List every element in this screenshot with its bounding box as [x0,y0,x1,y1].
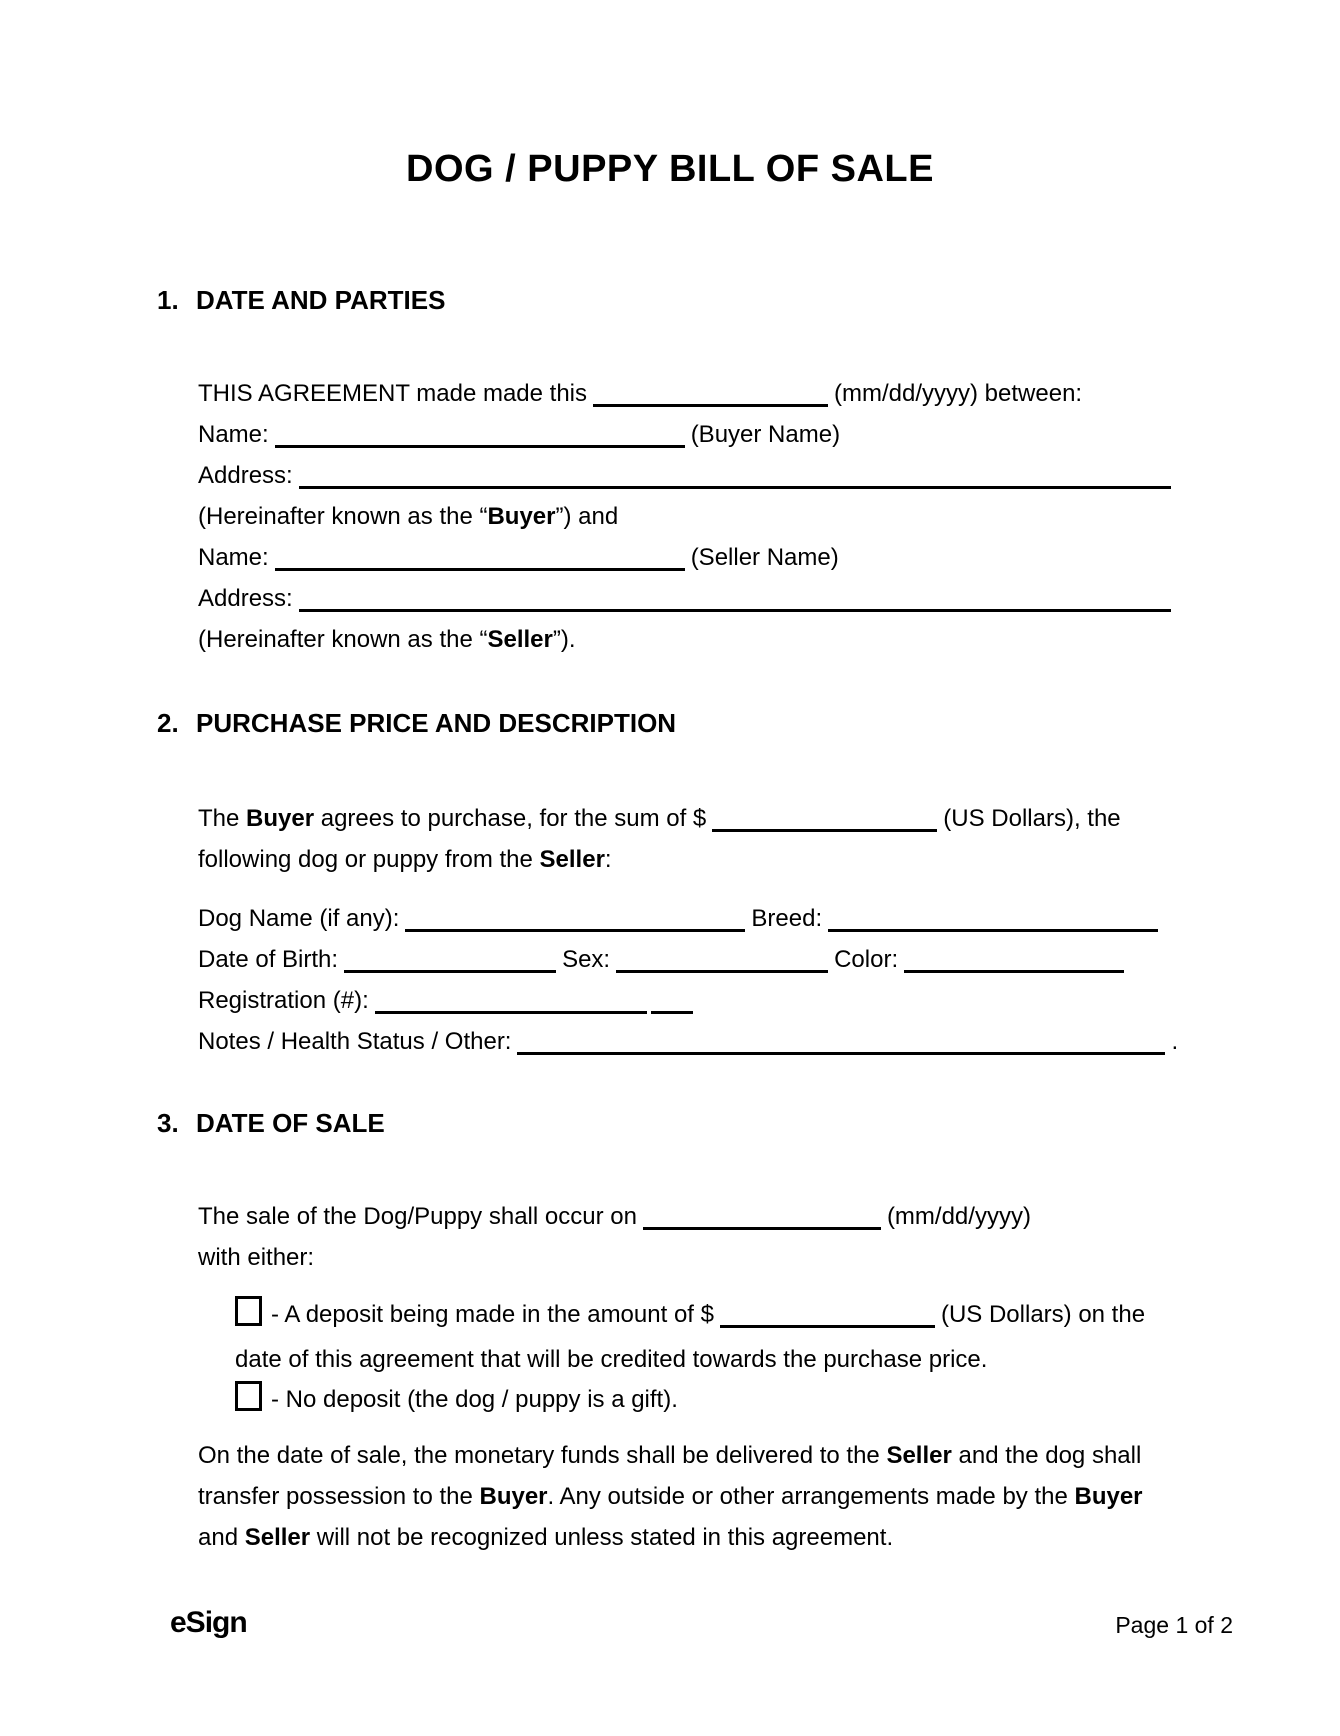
closing-text-3: transfer possession to the [198,1483,480,1510]
buyer-name-label: Name: [198,421,269,448]
purchase-line-1 [198,798,1121,839]
dob-label: Date of Birth: [198,946,339,973]
closing-text-4: . Any outside or other arrangements made by the [547,1483,1075,1510]
closing-seller-bold-1: Seller [886,1442,952,1469]
no-deposit-checkbox[interactable] [235,1381,262,1411]
seller-name-label: Name: [198,544,269,571]
dog-name-field[interactable] [405,907,745,932]
dog-name-label: Dog Name (if any): [198,905,400,932]
buyer-address-line [198,455,1177,496]
deposit-text-2: (US Dollars) on the [940,1301,1146,1328]
closing-text-2: and the dog shall [951,1442,1142,1469]
purchase-text-3: (US Dollars), the [943,805,1121,832]
hereinafter-buyer-line [198,496,1177,537]
deposit-continuation-text: date of this agreement that will be credited towards the purchase price. [235,1346,988,1373]
section-1-title: DATE AND PARTIES [196,285,446,315]
seller-term-bold: Seller [487,626,553,653]
closing-text-1: On the date of sale, the monetary funds shall be delivered to the [198,1442,887,1469]
deposit-option-block [235,1292,1145,1382]
seller-name-field[interactable] [275,546,685,571]
registration-label: Registration (#): [198,987,369,1014]
deposit-checkbox[interactable] [235,1296,262,1326]
section-1-number: 1. [157,285,179,315]
closing-buyer-bold-2: Buyer [1074,1483,1143,1510]
notes-period: . [1171,1028,1179,1055]
date-of-birth-field[interactable] [344,948,556,973]
breed-field[interactable] [828,907,1158,932]
sale-date-field[interactable] [643,1205,881,1230]
deposit-amount-field[interactable] [720,1303,935,1328]
page-indicator: Page 1 of 2 [1115,1612,1233,1638]
closing-line-1 [198,1435,1143,1476]
deposit-option-line-1 [235,1292,1145,1337]
sex-field[interactable] [616,948,828,973]
purchase-buyer-bold: Buyer [246,805,315,832]
agreement-suffix-text: (mm/dd/yyyy) between: [834,380,1083,407]
buyer-name-caption: (Buyer Name) [690,421,841,448]
closing-buyer-bold-1: Buyer [479,1483,548,1510]
purchase-text-5: : [604,846,612,873]
seller-address-label: Address: [198,585,293,612]
sale-text-1: The sale of the Dog/Puppy shall occur on [198,1203,637,1230]
no-deposit-text: - No deposit (the dog / puppy is a gift). [271,1386,678,1413]
seller-address-field[interactable] [299,587,1171,612]
buyer-name-field[interactable] [275,423,685,448]
breed-label: Breed: [751,905,823,932]
no-deposit-option-line [235,1379,678,1420]
color-field[interactable] [904,948,1124,973]
closing-paragraph [198,1435,1143,1558]
buyer-name-line [198,414,1177,455]
registration-field-extra[interactable] [651,989,693,1014]
closing-text-6: will not be recognized unless stated in this agreement. [310,1524,894,1551]
dog-details-fields [198,898,1178,1062]
agreement-date-line [198,373,1177,414]
notes-label: Notes / Health Status / Other: [198,1028,512,1055]
section-3-heading [157,1108,385,1139]
dog-name-breed-line [198,898,1178,939]
document-title: DOG / PUPPY BILL OF SALE [406,148,934,190]
purchase-price-field[interactable] [712,807,937,832]
buyer-address-field[interactable] [299,464,1171,489]
with-either-line [198,1237,314,1278]
registration-line [198,980,1178,1021]
with-either-text: with either: [198,1244,315,1271]
agreement-date-field[interactable] [593,382,828,407]
hereinafter-seller-suffix: ”). [552,626,576,653]
dob-sex-color-line [198,939,1178,980]
agreement-prefix-text: THIS AGREEMENT made made this [198,380,588,407]
buyer-address-label: Address: [198,462,293,489]
purchase-line-2 [198,839,1121,880]
hereinafter-seller-prefix: (Hereinafter known as the “ [198,626,488,653]
section-2-title: PURCHASE PRICE AND DESCRIPTION [196,708,677,738]
section-1-body [198,373,1177,660]
seller-name-line [198,537,1177,578]
seller-name-caption: (Seller Name) [690,544,839,571]
closing-line-2 [198,1476,1143,1517]
purchase-text-2: agrees to purchase, for the sum of $ [314,805,707,832]
section-1-heading [157,285,445,316]
closing-text-5: and [198,1524,245,1551]
sale-text-2: (mm/dd/yyyy) [886,1203,1031,1230]
closing-seller-bold-2: Seller [244,1524,311,1551]
closing-line-3 [198,1517,1143,1558]
section-2-heading [157,708,676,739]
purchase-paragraph [198,798,1121,880]
hereinafter-buyer-prefix: (Hereinafter known as the “ [198,503,488,530]
hereinafter-buyer-suffix: ”) and [555,503,619,530]
notes-line [198,1021,1178,1062]
notes-field[interactable] [517,1030,1165,1055]
deposit-text-1: - A deposit being made in the amount of $ [271,1301,714,1328]
section-2-number: 2. [157,708,179,738]
color-label: Color: [834,946,899,973]
sale-date-line [198,1196,1031,1237]
section-3-number: 3. [157,1108,179,1138]
registration-field[interactable] [375,989,647,1014]
deposit-option-line-2 [235,1337,1145,1382]
esign-logo: eSign [170,1606,247,1639]
seller-address-line [198,578,1177,619]
purchase-text-4: following dog or puppy from the [198,846,540,873]
buyer-term-bold: Buyer [487,503,556,530]
purchase-seller-bold: Seller [539,846,605,873]
hereinafter-seller-line [198,619,1177,660]
sex-label: Sex: [562,946,611,973]
purchase-text-1: The [198,805,247,832]
section-3-title: DATE OF SALE [196,1108,385,1138]
